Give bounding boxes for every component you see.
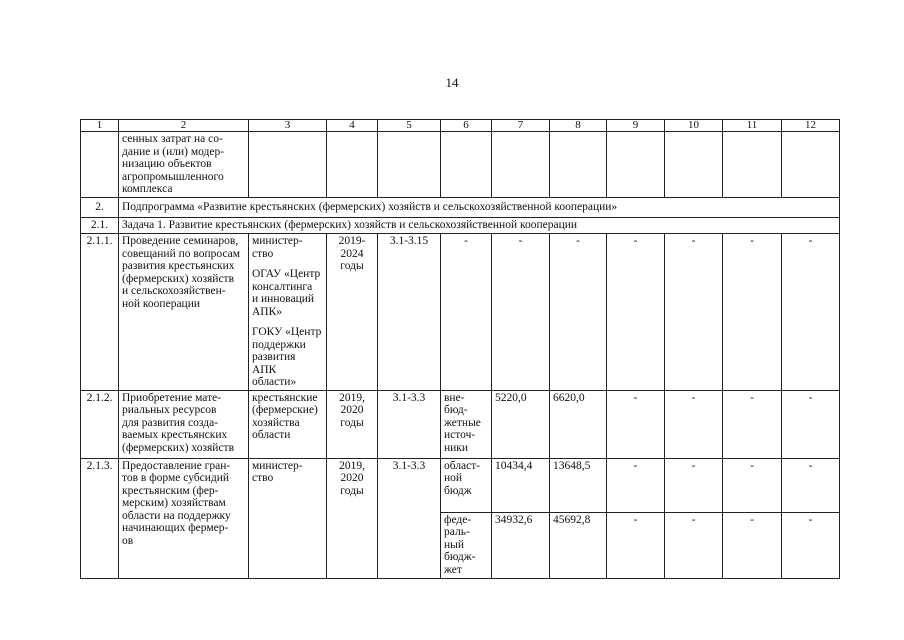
- cell: -: [492, 234, 550, 391]
- cell: -: [723, 234, 782, 391]
- cell-amount: 45692,8: [550, 512, 607, 578]
- cell: -: [441, 234, 492, 391]
- cell: -: [723, 458, 782, 512]
- cell: -: [550, 234, 607, 391]
- cell: -: [607, 458, 665, 512]
- cell-number: 2.1.2.: [81, 390, 119, 458]
- col-header: 11: [723, 120, 782, 132]
- page-number: 14: [445, 75, 459, 90]
- cell: [378, 132, 441, 198]
- cell: -: [782, 458, 840, 512]
- table-row: [81, 234, 840, 391]
- table-row: [81, 458, 840, 512]
- cell: [492, 132, 550, 198]
- cell: [665, 132, 723, 198]
- col-header: 10: [665, 120, 723, 132]
- cell: -: [607, 390, 665, 458]
- cell: [249, 132, 327, 198]
- col-header: 8: [550, 120, 607, 132]
- cell: -: [665, 234, 723, 391]
- cell: [81, 132, 119, 198]
- cell: [782, 132, 840, 198]
- cell: [550, 132, 607, 198]
- col-header: 3: [249, 120, 327, 132]
- cell: -: [607, 234, 665, 391]
- cell-amount: 13648,5: [550, 458, 607, 512]
- cell: [327, 132, 378, 198]
- col-header: 2: [119, 120, 249, 132]
- cell-name: Проведение семинаров, совещаний по вопросам развития крестьянских (фермерских) хозяйств и сельскохозяйствен- ной кооперации: [119, 234, 249, 391]
- cell-funding-source: феде- раль- ный бюдж- жет: [441, 512, 492, 578]
- cell-executor: [249, 234, 327, 391]
- cell: -: [782, 234, 840, 391]
- cell-amount: 6620,0: [550, 390, 607, 458]
- col-header: 9: [607, 120, 665, 132]
- cell-number: 2.1.3.: [81, 458, 119, 578]
- cell-number: 2.1.1.: [81, 234, 119, 391]
- table-row: [81, 218, 840, 234]
- executor-line: ГОКУ «Центр поддержки развития АПК области»: [252, 326, 322, 388]
- cell: [607, 132, 665, 198]
- cell-name: сенных затрат на со- дание и (или) модер- низацию объектов агропромышленного комплекса: [119, 132, 249, 198]
- cell: -: [665, 512, 723, 578]
- cell: [723, 132, 782, 198]
- subprogram-title: Подпрограмма «Развитие крестьянских (фермерских) хозяйств и сельскохозяйственной кооперации»: [119, 198, 840, 218]
- cell-funding-source: вне- бюд- жетные источ- ники: [441, 390, 492, 458]
- cell-amount: 34932,6: [492, 512, 550, 578]
- cell-indicators: 3.1-3.15: [378, 234, 441, 391]
- cell: -: [665, 390, 723, 458]
- cell-years: 2019, 2020 годы: [327, 390, 378, 458]
- col-header: 7: [492, 120, 550, 132]
- executor-line: ОГАУ «Центр консалтинга и инноваций АПК»: [252, 268, 321, 318]
- cell-years: 2019, 2020 годы: [327, 458, 378, 578]
- table-row: [81, 390, 840, 458]
- col-header: 6: [441, 120, 492, 132]
- cell: -: [607, 512, 665, 578]
- cell-amount: 5220,0: [492, 390, 550, 458]
- cell: -: [782, 390, 840, 458]
- cell-name: Приобретение мате- риальных ресурсов для развития созда- ваемых крестьянских (фермерских) хозяйств: [119, 390, 249, 458]
- cell: [441, 132, 492, 198]
- cell: -: [665, 458, 723, 512]
- executor-line: министер- ство: [252, 235, 303, 260]
- col-header: 5: [378, 120, 441, 132]
- cell: -: [782, 512, 840, 578]
- program-table: [80, 119, 840, 579]
- cell-number: 2.1.: [81, 218, 119, 234]
- cell-amount: 10434,4: [492, 458, 550, 512]
- cell-indicators: 3.1-3.3: [378, 390, 441, 458]
- header-row: [81, 120, 840, 132]
- cell-indicators: 3.1-3.3: [378, 458, 441, 578]
- cell: -: [723, 512, 782, 578]
- table-row: [81, 198, 840, 218]
- col-header: 4: [327, 120, 378, 132]
- cell-years: 2019- 2024 годы: [327, 234, 378, 391]
- task-title: Задача 1. Развитие крестьянских (фермерских) хозяйств и сельскохозяйственной кооперации: [119, 218, 840, 234]
- table-row: [81, 132, 840, 198]
- cell-number: 2.: [81, 198, 119, 218]
- col-header: 1: [81, 120, 119, 132]
- cell: -: [723, 390, 782, 458]
- cell-executor: министер- ство: [249, 458, 327, 578]
- cell-funding-source: област- ной бюдж: [441, 458, 492, 512]
- col-header: 12: [782, 120, 840, 132]
- cell-name: Предоставление гран- тов в форме субсидий крестьянским (фер- мерским) хозяйствам области на поддержку начинающих фермер- ов: [119, 458, 249, 578]
- cell-executor: крестьянские (фермерские) хозяйства области: [249, 390, 327, 458]
